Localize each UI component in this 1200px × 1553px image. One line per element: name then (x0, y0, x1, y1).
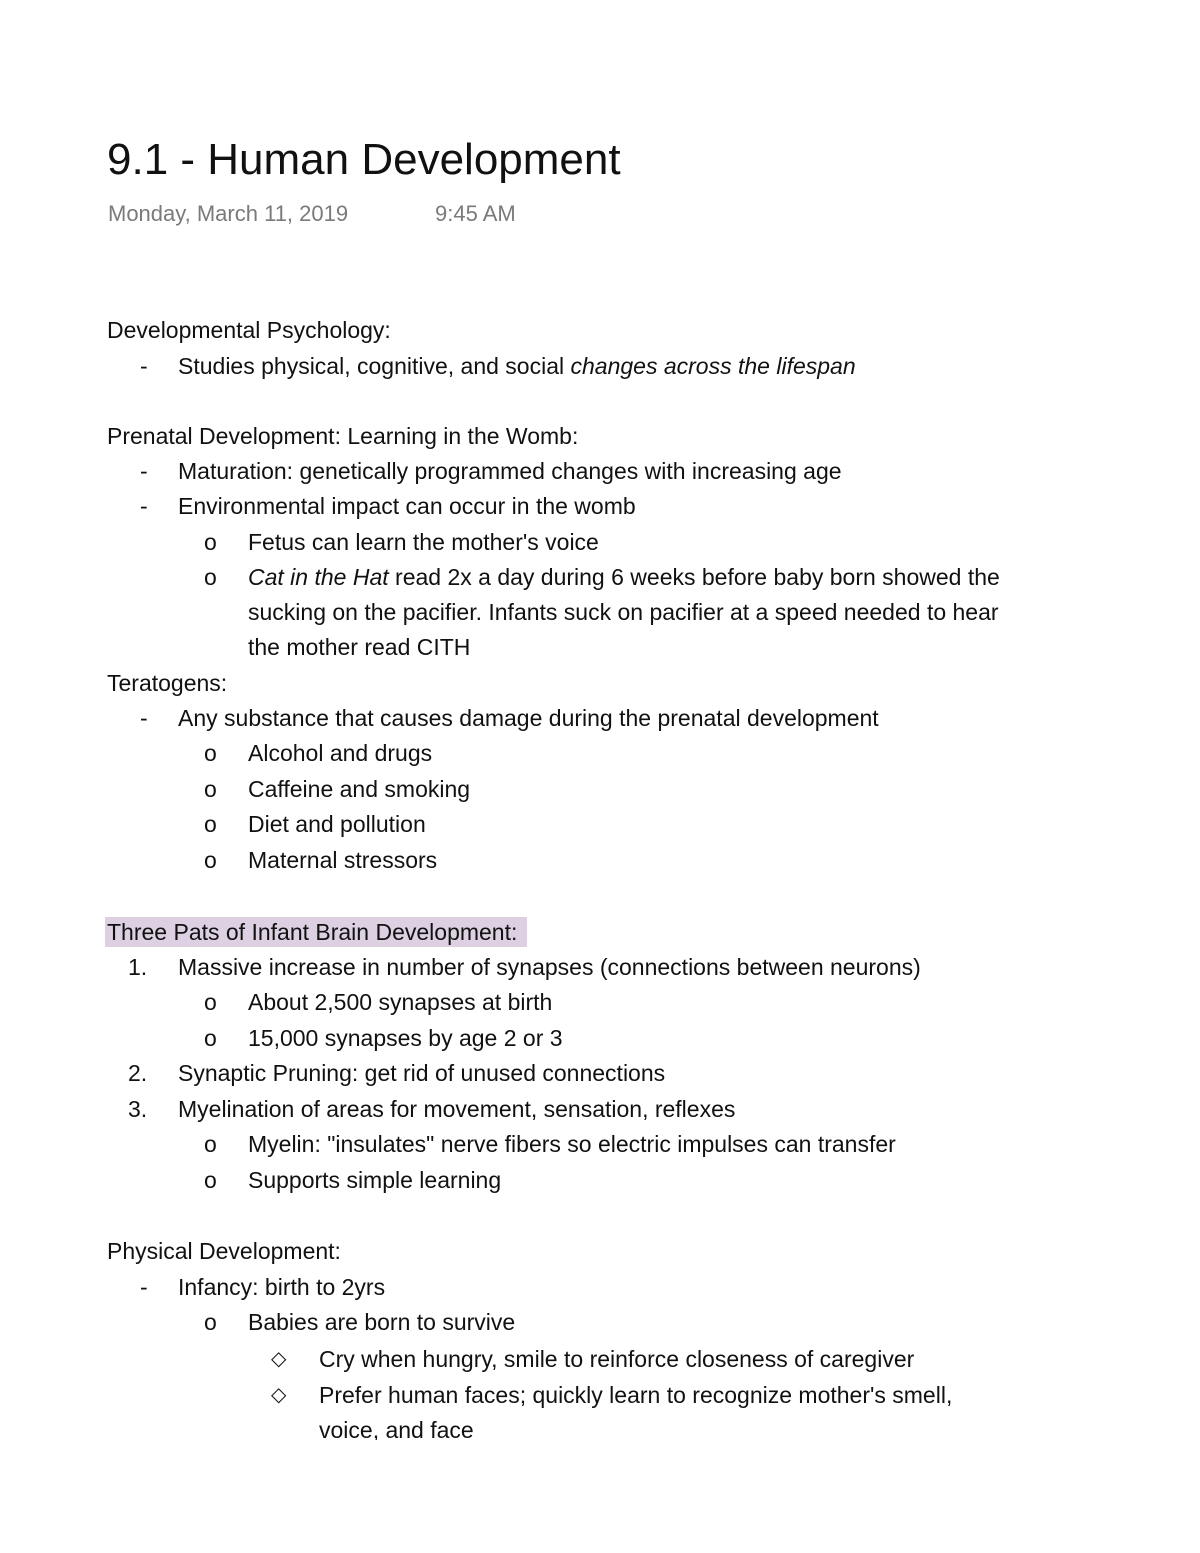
list-item: Babies are born to survive (248, 1309, 516, 1335)
list-item: Fetus can learn the mother's voice (248, 529, 599, 555)
dash-bullet: - (140, 1274, 148, 1300)
circle-bullet: o (204, 776, 217, 802)
list-item: Maturation: genetically programmed changes with increasing age (178, 458, 842, 484)
circle-bullet: o (204, 740, 217, 766)
highlighted-heading: Three Pats of Infant Brain Development: (105, 917, 527, 947)
list-item-continuation: sucking on the pacifier. Infants suck on pacifier at a speed needed to hear (248, 599, 999, 625)
list-item: Studies physical, cognitive, and social changes across the lifespan (178, 353, 856, 379)
circle-bullet: o (204, 811, 217, 837)
circle-bullet: o (204, 989, 217, 1015)
page-date: Monday, March 11, 2019 (108, 201, 349, 226)
list-item: Caffeine and smoking (248, 776, 471, 802)
list-item: Alcohol and drugs (248, 740, 433, 766)
list-item: About 2,500 synapses at birth (248, 989, 553, 1015)
list-item: Prefer human faces; quickly learn to recognize mother's smell, (319, 1382, 953, 1408)
circle-bullet: o (204, 529, 217, 555)
circle-bullet: o (204, 564, 217, 590)
list-item: Diet and pollution (248, 811, 426, 837)
list-item: Massive increase in number of synapses (connections between neurons) (178, 954, 921, 980)
list-item-continuation: voice, and face (319, 1417, 474, 1440)
circle-bullet: o (204, 847, 217, 873)
diamond-bullet: ◇ (271, 1348, 287, 1370)
list-item: Supports simple learning (248, 1167, 502, 1193)
circle-bullet: o (204, 1167, 217, 1193)
section-heading-developmental-psychology: Developmental Psychology: (107, 317, 391, 343)
list-item: Maternal stressors (248, 847, 438, 873)
list-item: Any substance that causes damage during the prenatal development (178, 705, 879, 731)
dash-bullet: - (140, 705, 148, 731)
number-marker: 3. (128, 1096, 148, 1122)
page-title: 9.1 - Human Development (107, 135, 621, 184)
list-item: Myelination of areas for movement, sensation, reflexes (178, 1096, 736, 1122)
number-marker: 2. (128, 1060, 148, 1086)
dash-bullet: - (140, 458, 148, 484)
list-item: Cat in the Hat read 2x a day during 6 weeks before baby born showed the (248, 564, 1000, 590)
circle-bullet: o (204, 1131, 217, 1157)
dash-bullet: - (140, 493, 148, 519)
page-time: 9:45 AM (435, 201, 516, 226)
list-item-continuation: the mother read CITH (248, 634, 471, 660)
list-item: Synaptic Pruning: get rid of unused connections (178, 1060, 666, 1086)
list-item: Cry when hungry, smile to reinforce closeness of caregiver (319, 1346, 915, 1372)
circle-bullet: o (204, 1309, 217, 1335)
dash-bullet: - (140, 353, 148, 379)
section-heading-teratogens: Teratogens: (107, 670, 228, 696)
list-item: 15,000 synapses by age 2 or 3 (248, 1025, 563, 1051)
section-heading-physical-development: Physical Development: (107, 1238, 341, 1264)
list-item: Infancy: birth to 2yrs (178, 1274, 386, 1300)
circle-bullet: o (204, 1025, 217, 1051)
number-marker: 1. (128, 954, 148, 980)
section-heading-brain-development (107, 917, 527, 947)
list-item: Environmental impact can occur in the womb (178, 493, 636, 519)
diamond-bullet: ◇ (271, 1384, 287, 1406)
section-heading-prenatal: Prenatal Development: Learning in the Womb: (107, 423, 579, 449)
list-item: Myelin: "insulates" nerve fibers so electric impulses can transfer (248, 1131, 896, 1157)
